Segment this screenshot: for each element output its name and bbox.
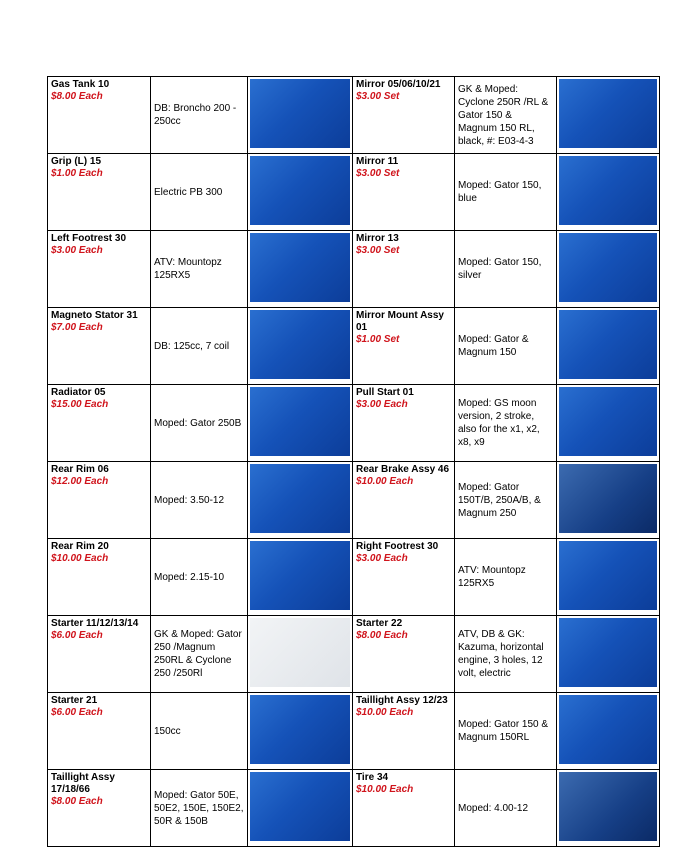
product-description-cell [455, 77, 557, 154]
product-description: Moped: Gator 150T/B, 250A/B, & Magnum 250 [458, 481, 541, 519]
product-name: Pull Start 01 [356, 387, 414, 398]
product-name: Tire 34 [356, 772, 389, 783]
starter-21-photo [250, 695, 350, 764]
product-name: Grip (L) 15 [51, 156, 102, 167]
product-name: Starter 11/12/13/14 [51, 618, 139, 629]
product-description: DB: Broncho 200 - 250cc [154, 103, 237, 127]
product-name-cell [48, 77, 151, 154]
table-row [48, 385, 660, 462]
product-description-cell [455, 308, 557, 385]
product-image-cell [557, 231, 660, 308]
product-price: $10.00 Each [356, 784, 414, 795]
product-image-cell [557, 693, 660, 770]
magneto-stator-photo [250, 310, 350, 379]
product-description-cell [151, 385, 248, 462]
product-price: $6.00 Each [51, 630, 103, 641]
pull-start-photo [559, 387, 657, 456]
product-price: $3.00 Set [356, 91, 400, 102]
product-image-cell [557, 770, 660, 847]
product-description: ATV: Mountopz 125RX5 [154, 257, 222, 281]
product-description-cell [151, 693, 248, 770]
product-name-cell [353, 693, 455, 770]
product-price: $3.00 Each [356, 553, 408, 564]
product-price: $10.00 Each [356, 707, 414, 718]
right-footrest-photo [559, 541, 657, 610]
product-description-cell [151, 770, 248, 847]
product-price: $7.00 Each [51, 322, 103, 333]
parts-catalog-table [47, 76, 660, 847]
product-name-cell [48, 231, 151, 308]
radiator-photo [250, 387, 350, 456]
product-name-cell [353, 462, 455, 539]
left-footrest-photo [250, 233, 350, 302]
product-description-cell [455, 231, 557, 308]
product-description: GK & Moped: Cyclone 250R /RL & Gator 150 & Magnum 150 RL, black, #: E03-4-3 [458, 83, 549, 147]
product-image-cell [248, 616, 353, 693]
product-name-cell [48, 154, 151, 231]
product-name: Starter 21 [51, 695, 98, 706]
product-image-cell [248, 154, 353, 231]
product-description-cell [455, 462, 557, 539]
rear-brake-photo [559, 464, 657, 533]
product-name-cell [48, 462, 151, 539]
product-description-cell [151, 539, 248, 616]
product-description-cell [151, 77, 248, 154]
product-name: Mirror 11 [356, 156, 399, 167]
product-name: Mirror 13 [356, 233, 399, 244]
table-row [48, 231, 660, 308]
product-price: $3.00 Each [356, 399, 408, 410]
starter-photo [250, 618, 350, 687]
mirror-mount-photo [559, 310, 657, 379]
product-image-cell [557, 462, 660, 539]
table-row [48, 539, 660, 616]
product-name-cell [48, 385, 151, 462]
product-description-cell [455, 539, 557, 616]
product-image-cell [248, 462, 353, 539]
product-name: Rear Brake Assy 46 [356, 464, 450, 475]
product-price: $6.00 Each [51, 707, 103, 718]
product-name-cell [48, 693, 151, 770]
product-description: ATV: Mountopz 125RX5 [458, 565, 526, 589]
product-description: GK & Moped: Gator 250 /Magnum 250RL & Cyclone 250 /250Rl [154, 629, 242, 679]
product-price: $1.00 Each [51, 168, 103, 179]
product-name: Mirror 05/06/10/21 [356, 79, 441, 90]
product-name-cell [48, 539, 151, 616]
product-image-cell [248, 231, 353, 308]
product-image-cell [557, 539, 660, 616]
product-name-cell [48, 616, 151, 693]
product-price: $3.00 Each [51, 245, 103, 256]
product-description: Moped: GS moon version, 2 stroke, also for the x1, x2, x8, x9 [458, 398, 540, 448]
product-name: Gas Tank 10 [51, 79, 110, 90]
product-name: Taillight Assy 17/18/66 [51, 772, 115, 795]
table-row [48, 770, 660, 847]
starter-22-photo [559, 618, 657, 687]
product-name: Left Footrest 30 [51, 233, 127, 244]
product-description: Moped: Gator & Magnum 150 [458, 334, 529, 358]
mirror-black-photo [559, 79, 657, 148]
product-description: 150cc [154, 725, 181, 737]
table-row [48, 462, 660, 539]
product-description-cell [151, 616, 248, 693]
product-description: ATV, DB & GK: Kazuma, horizontal engine, 3 holes, 12 volt, electric [458, 629, 544, 679]
product-description: Moped: Gator 150, silver [458, 257, 542, 281]
product-description: Moped: Gator 150, blue [458, 180, 542, 204]
product-name: Taillight Assy 12/23 [356, 695, 448, 706]
taillight-photo [559, 695, 657, 764]
product-name-cell [353, 385, 455, 462]
gas-tank-photo [250, 79, 350, 148]
product-description: Moped: 4.00-12 [458, 802, 529, 814]
product-name-cell [353, 154, 455, 231]
product-image-cell [248, 693, 353, 770]
rear-rim-photo [250, 464, 350, 533]
product-price: $12.00 Each [51, 476, 109, 487]
product-name: Right Footrest 30 [356, 541, 439, 552]
table-row [48, 693, 660, 770]
product-image-cell [557, 154, 660, 231]
product-name-cell [353, 77, 455, 154]
product-description: Electric PB 300 [154, 186, 223, 198]
product-image-cell [557, 308, 660, 385]
product-name: Radiator 05 [51, 387, 106, 398]
taillight-red-photo [250, 772, 350, 841]
product-price: $8.00 Each [51, 91, 103, 102]
product-name: Magneto Stator 31 [51, 310, 138, 321]
product-price: $1.00 Set [356, 334, 400, 345]
product-image-cell [557, 385, 660, 462]
product-price: $8.00 Each [356, 630, 408, 641]
product-price: $10.00 Each [356, 476, 414, 487]
product-name: Rear Rim 20 [51, 541, 109, 552]
product-description: Moped: 2.15-10 [154, 571, 225, 583]
product-name: Starter 22 [356, 618, 403, 629]
table-row [48, 77, 660, 154]
product-description-cell [151, 462, 248, 539]
product-name-cell [353, 616, 455, 693]
mirror-silver-photo [559, 233, 657, 302]
product-image-cell [557, 616, 660, 693]
product-description-cell [455, 616, 557, 693]
product-price: $8.00 Each [51, 796, 103, 807]
product-name-cell [48, 770, 151, 847]
product-name-cell [353, 770, 455, 847]
table-row [48, 308, 660, 385]
product-image-cell [248, 770, 353, 847]
product-image-cell [248, 308, 353, 385]
product-description-cell [455, 385, 557, 462]
product-description-cell [151, 231, 248, 308]
product-image-cell [248, 385, 353, 462]
product-name-cell [353, 308, 455, 385]
table-row [48, 616, 660, 693]
product-description: DB: 125cc, 7 coil [154, 340, 230, 352]
rear-rim-2-photo [250, 541, 350, 610]
table-row [48, 154, 660, 231]
product-description-cell [455, 770, 557, 847]
product-image-cell [557, 77, 660, 154]
product-price: $15.00 Each [51, 399, 109, 410]
product-description-cell [455, 693, 557, 770]
product-image-cell [248, 539, 353, 616]
product-price: $3.00 Set [356, 168, 400, 179]
product-description: Moped: Gator 50E, 50E2, 150E, 150E2, 50R & 150B [154, 789, 244, 827]
product-description-cell [151, 308, 248, 385]
product-description: Moped: Gator 250B [154, 417, 242, 429]
product-name-cell [353, 539, 455, 616]
product-description: Moped: 3.50-12 [154, 494, 225, 506]
product-name-cell [48, 308, 151, 385]
product-description-cell [151, 154, 248, 231]
product-description: Moped: Gator 150 & Magnum 150RL [458, 719, 549, 743]
product-description-cell [455, 154, 557, 231]
tire-photo [559, 772, 657, 841]
product-price: $10.00 Each [51, 553, 109, 564]
product-name: Rear Rim 06 [51, 464, 109, 475]
product-price: $3.00 Set [356, 245, 400, 256]
mirror-blue-photo [559, 156, 657, 225]
product-name-cell [353, 231, 455, 308]
product-name: Mirror Mount Assy 01 [356, 310, 444, 333]
grip-photo [250, 156, 350, 225]
product-image-cell [248, 77, 353, 154]
